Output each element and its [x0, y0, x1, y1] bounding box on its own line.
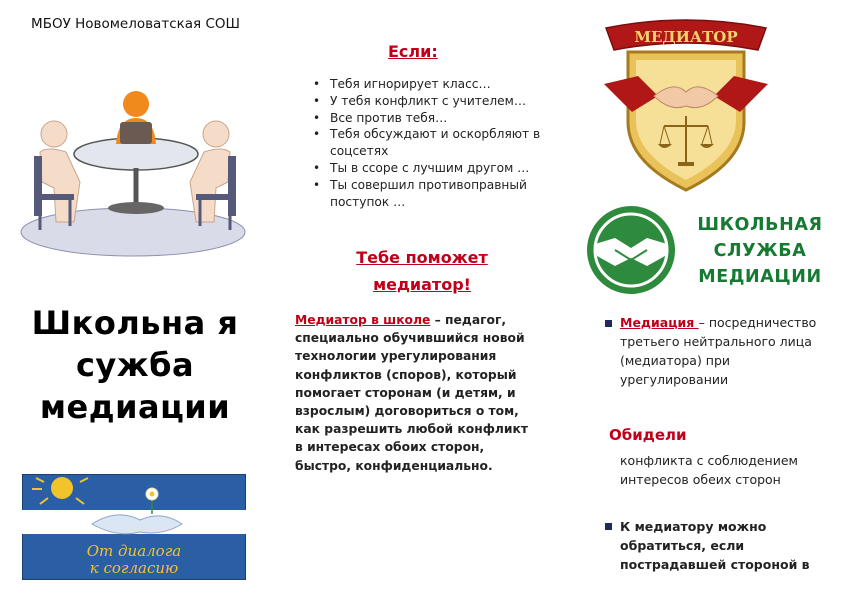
round-table-illustration	[18, 82, 248, 258]
dialogue-banner-image	[22, 474, 246, 580]
apply-text: К медиатору можно обратиться, если пострадавшей стороной в	[620, 519, 810, 572]
if-heading: Если:	[388, 42, 438, 61]
if-list-item: • Ты совершил противоправный поступок …	[311, 177, 556, 211]
if-list	[311, 76, 556, 210]
brochure-title: Школьна я сужба медиации	[31, 304, 239, 426]
square-bullet-icon	[605, 523, 612, 530]
handshake-logo-icon	[585, 204, 677, 296]
mediation-definition-block	[620, 313, 835, 389]
logo-line-1: ШКОЛЬНАЯ	[697, 215, 823, 235]
mediator-definition: – педагог, специально обучившийся новой технологии урегулирования конфликтов (споров), который помогает сторонам (и детям, и взрослым) договориться о том, как разрешить любой конфликт в интересах обоих сторон, быстро, конфиденциально.	[295, 313, 528, 473]
service-logo-text	[680, 212, 840, 290]
if-list-item: • Тебя обсуждают и оскорбляют в соцсетях	[311, 126, 556, 160]
emblem-label: МЕДИАТОР	[634, 28, 738, 46]
school-name: МБОУ Новомеловатская СОШ	[31, 16, 240, 32]
mediator-emblem	[598, 12, 774, 194]
if-list-item: • Тебя игнорирует класс…	[311, 76, 556, 93]
logo-line-3: МЕДИАЦИИ	[698, 267, 822, 287]
logo-line-2: СЛУЖБА	[713, 241, 807, 261]
banner-text-line2: к согласию	[89, 559, 179, 577]
offend-heading: Обидели	[609, 426, 687, 444]
mediator-term: Медиатор в школе	[295, 313, 431, 327]
mediation-definition: – посредничество третьего нейтрального лица (медиатора) при урегулировании	[620, 315, 817, 387]
if-list-item: • Все против тебя…	[311, 110, 556, 127]
banner-text-line1: От диалога	[86, 542, 182, 560]
if-list-item: • У тебя конфликт с учителем…	[311, 93, 556, 110]
help-heading: Тебе поможет медиатор!	[356, 248, 488, 294]
conflict-text: конфликта с соблюдением интересов обеих сторон	[620, 453, 798, 487]
mediator-definition-block	[295, 311, 535, 475]
mediation-term: Медиация	[620, 315, 699, 330]
if-list-item: • Ты в ссоре с лучшим другом …	[311, 160, 556, 177]
square-bullet-icon	[605, 320, 612, 327]
